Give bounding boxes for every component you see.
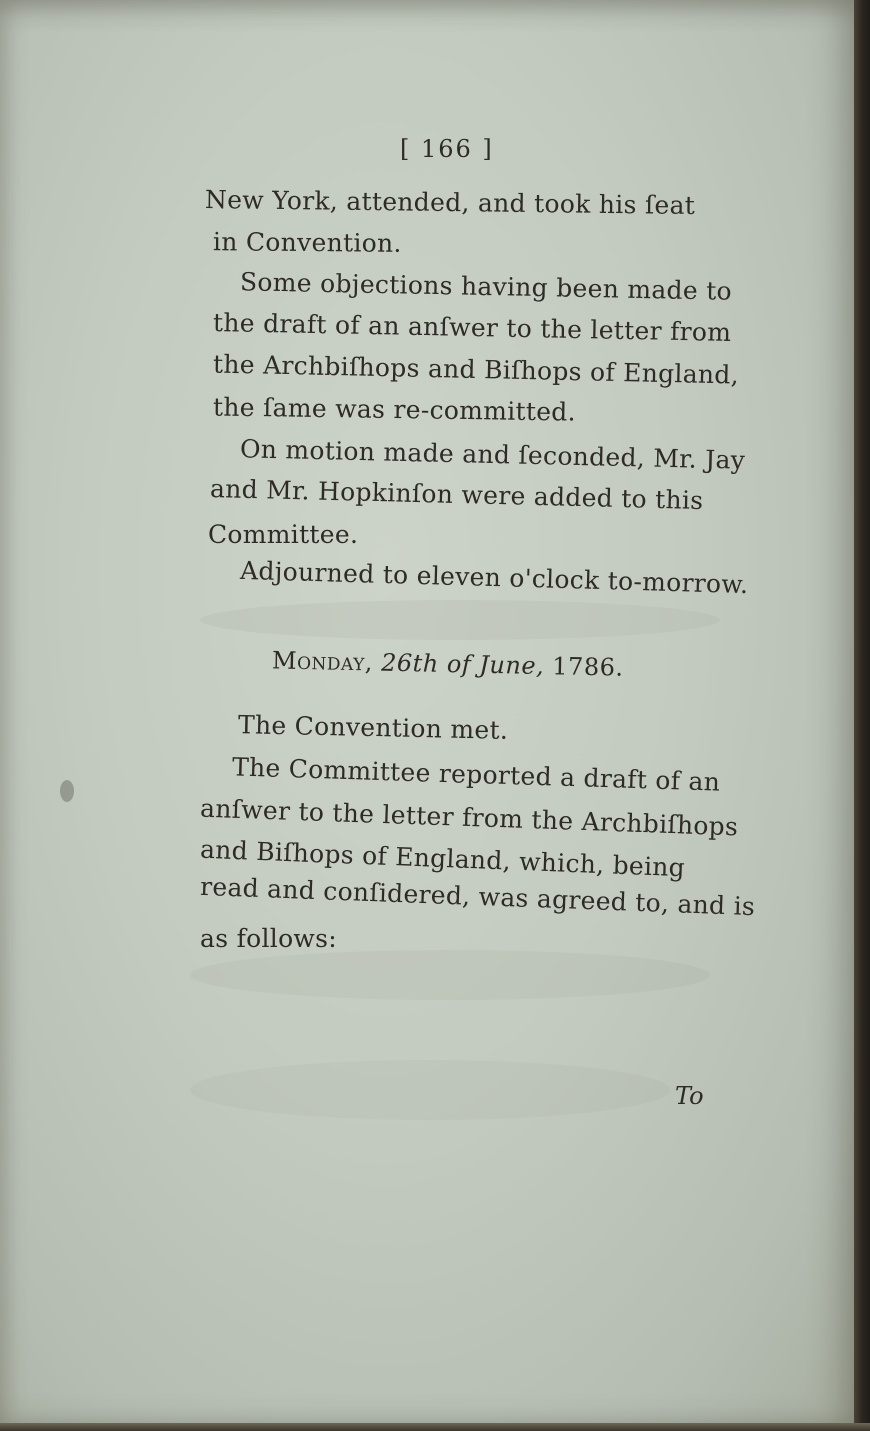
text-line: Some objections having been made to [239,267,733,306]
text-line: the draft of an anſwer to the letter from [212,308,732,347]
text-line: and Biſhops of England, which, being [199,834,686,883]
catchword: To [675,1082,704,1110]
heading-date: 26th of June, [380,648,545,681]
text-line: as follows: [200,924,337,953]
paper-stain [200,600,720,640]
text-line: and Mr. Hopkinſon were added to this [209,473,704,516]
text-line: The Convention met. [237,710,509,745]
text-line: The Committee reported a draft of an [231,752,721,797]
heading-day: Monday, [271,646,374,677]
text-line: anſwer to the letter from the Archbiſhops [199,793,739,842]
heading-year: 1786. [552,652,624,682]
text-line: read and conſidered, was agreed to, and is [199,871,756,922]
text-line: the Archbiſhops and Biſhops of England, [212,349,740,390]
text-line: New York, attended, and took his ſeat [204,185,696,220]
text-line: Adjourned to eleven o'clock to-morrow. [239,555,749,600]
paper-stain [190,950,710,1000]
paper-stain [190,1060,670,1120]
text-line: in Convention. [212,227,402,258]
text-line: On motion made and ſeconded, Mr. Jay [239,434,746,475]
paper-stain [60,780,74,802]
book-spine-shadow [854,0,870,1431]
page-bottom-edge [0,1423,870,1431]
page-number: [ 166 ] [400,135,494,163]
text-line: Committee. [208,520,359,549]
text-line: the ſame was re-committed. [212,392,577,427]
